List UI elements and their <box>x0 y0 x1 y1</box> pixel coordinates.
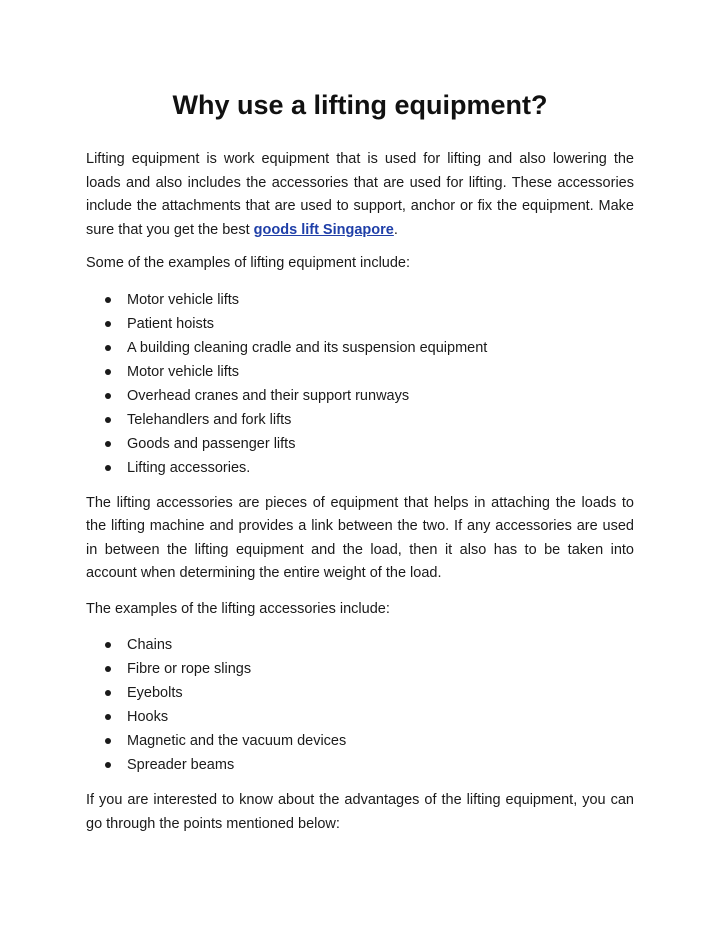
list-item <box>86 432 634 456</box>
bullet-icon <box>105 714 111 720</box>
goods-lift-singapore-link[interactable]: goods lift Singapore <box>253 221 394 238</box>
list-item-label: Motor vehicle lifts <box>127 291 240 308</box>
bullet-icon <box>105 738 111 744</box>
list-item-label: Patient hoists <box>127 315 215 332</box>
list-item <box>86 408 634 432</box>
list-item-label: Motor vehicle lifts <box>127 363 240 380</box>
list-item <box>86 753 634 777</box>
bullet-icon <box>105 690 111 696</box>
bullet-icon <box>105 441 111 447</box>
list-item-label: Overhead cranes and their support runways <box>127 387 410 404</box>
list-item-label: Goods and passenger lifts <box>127 435 296 452</box>
intro-text: Lifting equipment is work equipment that is used for lifting and also lowering the loads and also includes the accessories that are used for lifting. These accessories include the attachments that are used to support, anchor or fix the equipment. Make sure that you get the best <box>86 151 634 238</box>
list-item <box>86 360 634 384</box>
bullet-icon <box>105 417 111 423</box>
list-item-label: Spreader beams <box>127 757 235 773</box>
accessories-list <box>86 633 634 777</box>
bullet-icon <box>105 666 111 672</box>
examples-intro: Some of the examples of lifting equipment include: <box>86 255 411 271</box>
bullet-icon <box>105 321 111 327</box>
closing-paragraph: If you are interested to know about the advantages of the lifting equipment, you can go through the points mentioned below: <box>86 792 634 832</box>
document-page <box>86 88 634 836</box>
examples-list <box>86 288 634 480</box>
list-item <box>86 384 634 408</box>
list-item-label: A building cleaning cradle and its suspension equipment <box>127 339 488 356</box>
list-item <box>86 633 634 657</box>
page-title: Why use a lifting equipment? <box>172 90 548 120</box>
bullet-icon <box>105 297 111 303</box>
list-item-label: Lifting accessories. <box>127 459 251 476</box>
list-item <box>86 336 634 360</box>
list-item <box>86 729 634 753</box>
intro-text-end: . <box>393 221 398 238</box>
list-item <box>86 456 634 480</box>
list-item-label: Eyebolts <box>127 685 183 701</box>
list-item-label: Telehandlers and fork lifts <box>127 411 292 428</box>
list-item <box>86 681 634 705</box>
bullet-icon <box>105 465 111 471</box>
bullet-icon <box>105 762 111 768</box>
accessories-paragraph: The lifting accessories are pieces of equipment that helps in attaching the loads to the lifting machine and provides a link between the two. If any accessories are used in between the lifting equipment and the load, then it also has to be taken into account when determining the entire weight of the load. <box>86 494 634 581</box>
list-item <box>86 705 634 729</box>
list-item-label: Fibre or rope slings <box>127 661 252 677</box>
list-item-label: Magnetic and the vacuum devices <box>127 733 347 749</box>
list-item-label: Hooks <box>127 709 169 725</box>
list-item-label: Chains <box>127 637 173 653</box>
list-item <box>86 288 634 312</box>
list-item <box>86 657 634 681</box>
intro-paragraph <box>86 148 634 242</box>
bullet-icon <box>105 369 111 375</box>
bullet-icon <box>105 393 111 399</box>
accessories-intro: The examples of the lifting accessories include: <box>86 600 390 617</box>
bullet-icon <box>105 642 111 648</box>
list-item <box>86 312 634 336</box>
bullet-icon <box>105 345 111 351</box>
